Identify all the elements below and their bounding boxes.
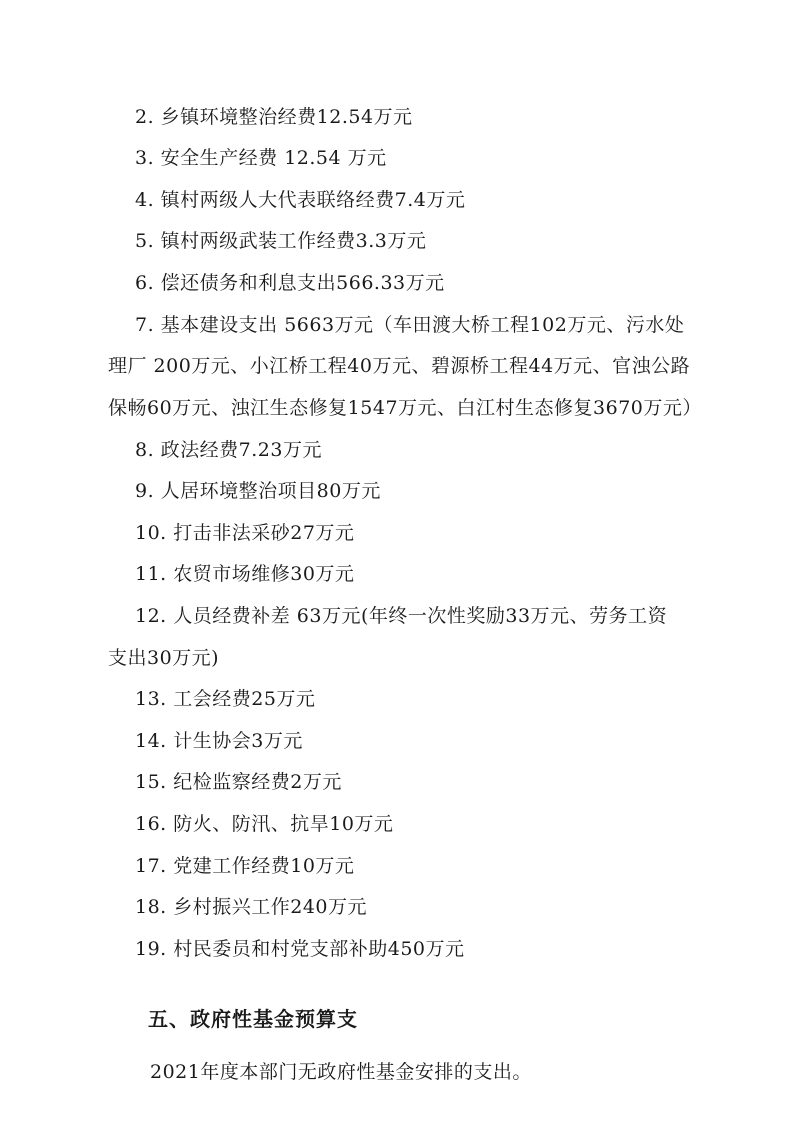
list-item-9: 9. 人居环境整治项目80万元	[135, 480, 381, 502]
list-item-16: 16. 防火、防汛、抗旱10万元	[135, 813, 394, 835]
list-item-12-cont: 支出30万元)	[108, 647, 220, 669]
list-item-5: 5. 镇村两级武装工作经费3.3万元	[135, 230, 427, 252]
list-item-10: 10. 打击非法采砂27万元	[135, 522, 355, 544]
list-item-12: 12. 人员经费补差 63万元(年终一次性奖励33万元、劳务工资	[135, 605, 668, 627]
list-item-14: 14. 计生协会3万元	[135, 730, 303, 752]
list-item-6: 6. 偿还债务和利息支出566.33万元	[135, 272, 445, 294]
list-item-7-cont-1: 理厂 200万元、小江桥工程40万元、碧源桥工程44万元、官浊公路	[108, 355, 691, 377]
list-item-13: 13. 工会经费25万元	[135, 688, 316, 710]
list-item-15: 15. 纪检监察经费2万元	[135, 771, 342, 793]
list-item-3: 3. 安全生产经费 12.54 万元	[135, 147, 387, 169]
list-item-19: 19. 村民委员和村党支部补助450万元	[135, 938, 465, 960]
list-item-17: 17. 党建工作经费10万元	[135, 855, 355, 877]
list-item-2: 2. 乡镇环境整治经费12.54万元	[135, 106, 413, 128]
section-body: 2021年度本部门无政府性基金安排的支出。	[150, 1061, 532, 1083]
list-item-18: 18. 乡村振兴工作240万元	[135, 896, 368, 918]
section-heading: 五、政府性基金预算支	[148, 1007, 358, 1031]
list-item-11: 11. 农贸市场维修30万元	[135, 563, 355, 585]
list-item-8: 8. 政法经费7.23万元	[135, 439, 322, 461]
list-item-7: 7. 基本建设支出 5663万元（车田渡大桥工程102万元、污水处	[135, 314, 685, 336]
list-item-4: 4. 镇村两级人大代表联络经费7.4万元	[135, 189, 466, 211]
list-item-7-cont-2: 保畅60万元、浊江生态修复1547万元、白江村生态修复3670万元）	[108, 397, 702, 419]
